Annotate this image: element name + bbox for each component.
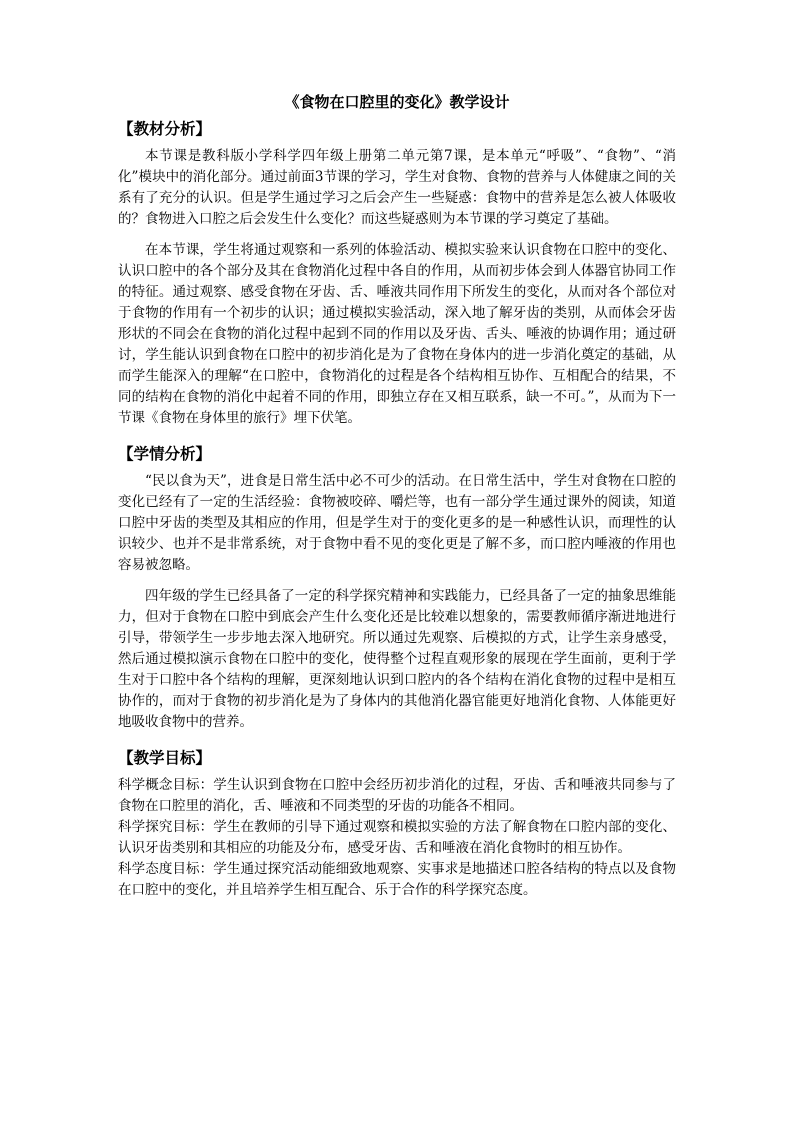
goal-science-inquiry: 科学探究目标：学生在教师的引导下通过观察和模拟实验的方法了解食物在口腔内部的变化、认识牙齿类别和其相应的功能及分布，感受牙齿、舌和唾液在消化食物时的相互协作。 xyxy=(118,819,676,856)
document-title: 《食物在口腔里的变化》教学设计 xyxy=(284,93,510,111)
section-teaching-goals xyxy=(118,747,676,901)
paragraph: “民以食为天”，进食是日常生活中必不可少的活动。在日常生活中，学生对食物在口腔的变化已经有了一定的生活经验：食物被咬碎、嚼烂等，也有一部分学生通过课外的阅读，知道口腔中牙齿的类型及其相应的作用，但是学生对于的变化更多的是一种感性认识，而理性的认识较少、也并不是非常系统，对于食物中看不见的变化更是了解不多，而口腔内唾液的作用也容易被忽略。 xyxy=(118,473,676,573)
section-heading-textbook-analysis: 【教材分析】 xyxy=(118,119,212,138)
section-heading-teaching-goals: 【教学目标】 xyxy=(118,748,212,767)
goal-science-attitude: 科学态度目标：学生通过探究活动能细致地观察、实事求是地描述口腔各结构的特点以及食物在口腔中的变化，并且培养学生相互配合、乐于合作的科学探究态度。 xyxy=(118,861,676,898)
section-learner-analysis xyxy=(118,443,676,733)
section-textbook-analysis xyxy=(118,118,676,429)
document-page xyxy=(118,92,676,901)
paragraph: 本节课是教科版小学科学四年级上册第二单元第7课，是本单元“呼吸”、“食物”、“消化”模块中的消化部分。通过前面3节课的学习，学生对食物、食物的营养与人体健康之间的关系有了充分的认识。但是学生通过学习之后会产生一些疑惑：食物中的营养是怎么被人体吸收的？食物进入口腔之后会发生什么变化？而这些疑惑则为本节课的学习奠定了基础。 xyxy=(118,148,676,227)
paragraph: 四年级的学生已经具备了一定的科学探究精神和实践能力，已经具备了一定的抽象思维能力，但对于食物在口腔中到底会产生什么变化还是比较难以想象的，需要教师循序渐进地进行引导，带领学生一步步地去深入地研究。所以通过先观察、后模拟的方式，让学生亲身感受，然后通过模拟演示食物在口腔中的变化，使得整个过程直观形象的展现在学生面前，更利于学生对于口腔中各个结构的理解，更深刻地认识到口腔内的各个结构在消化食物的过程中是相互协作的，而对于食物的初步消化是为了身体内的其他消化器官能更好地消化食物、人体能更好地吸收食物中的营养。 xyxy=(118,588,676,730)
paragraph: 在本节课，学生将通过观察和一系列的体验活动、模拟实验来认识食物在口腔中的变化、认识口腔中的各个部分及其在食物消化过程中各自的作用，从而初步体会到人体器官协同工作的特征。通过观察、感受食物在牙齿、舌、唾液共同作用下所发生的变化，从而对各个部位对于食物的作用有一个初步的认识；通过模拟实验活动，深入地了解牙齿的类别，从而体会牙齿形状的不同会在食物的消化过程中起到不同的作用以及牙齿、舌头、唾液的协调作用；通过研讨，学生能认识到食物在口腔中的初步消化是为了食物在身体内的进一步消化奠定的基础，从而学生能深入的理解“在口腔中，食物消化的过程是各个结构相互协作、互相配合的结果，不同的结构在食物的消化中起着不同的作用，即独立存在又相互联系，缺一不可。”，从而为下一节课《食物在身体里的旅行》埋下伏笔。 xyxy=(118,242,676,426)
section-heading-learner-analysis: 【学情分析】 xyxy=(118,444,212,463)
goal-science-concept: 科学概念目标：学生认识到食物在口腔中会经历初步消化的过程，牙齿、舌和唾液共同参与了食物在口腔里的消化，舌、唾液和不同类型的牙齿的功能各不相同。 xyxy=(118,777,676,814)
